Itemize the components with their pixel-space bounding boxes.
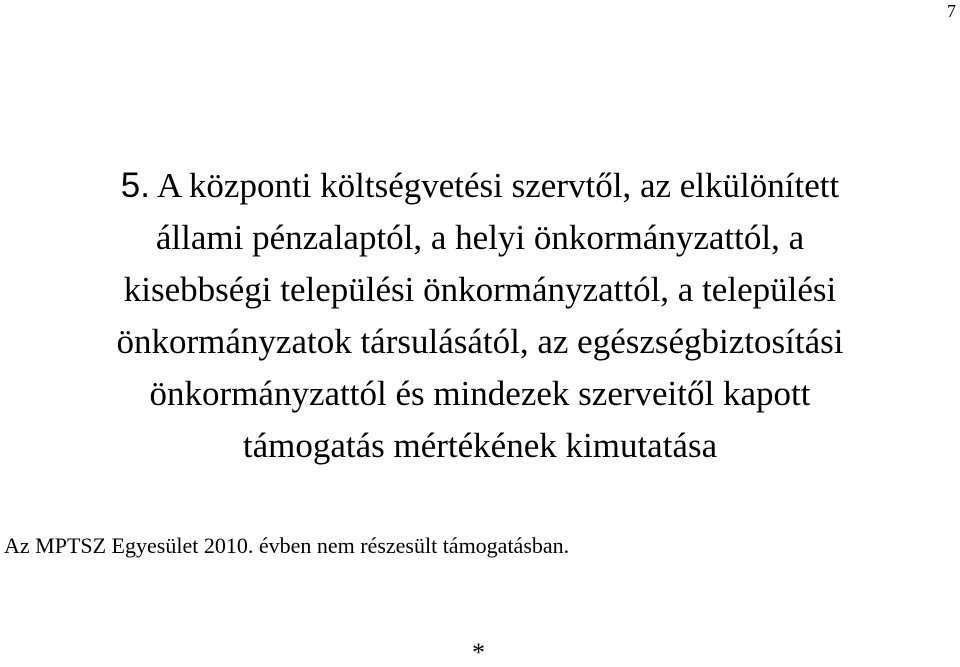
heading-line-1: [0, 160, 960, 212]
support-note: Az MPTSZ Egyesület 2010. évben nem részesült támogatásban.: [4, 533, 570, 558]
footer-asterisk: *: [472, 638, 485, 667]
page-number: 7: [947, 1, 956, 21]
heading-number: 5.: [120, 166, 150, 205]
heading-line-3: kisebbségi települési önkormányzattól, a települési: [123, 270, 837, 309]
heading-line-1-text: A központi költségvetési szervtől, az elkülönített: [156, 166, 840, 205]
heading-line-6: támogatás mértékének kimutatása: [242, 426, 718, 465]
section-heading: [0, 160, 960, 472]
heading-line-4: önkormányzatok társulásától, az egészségbiztosítási: [116, 322, 844, 361]
heading-line-2: állami pénzalaptól, a helyi önkormányzattól, a: [155, 218, 805, 257]
heading-line-5: önkormányzattól és mindezek szerveitől kapott: [149, 374, 811, 413]
